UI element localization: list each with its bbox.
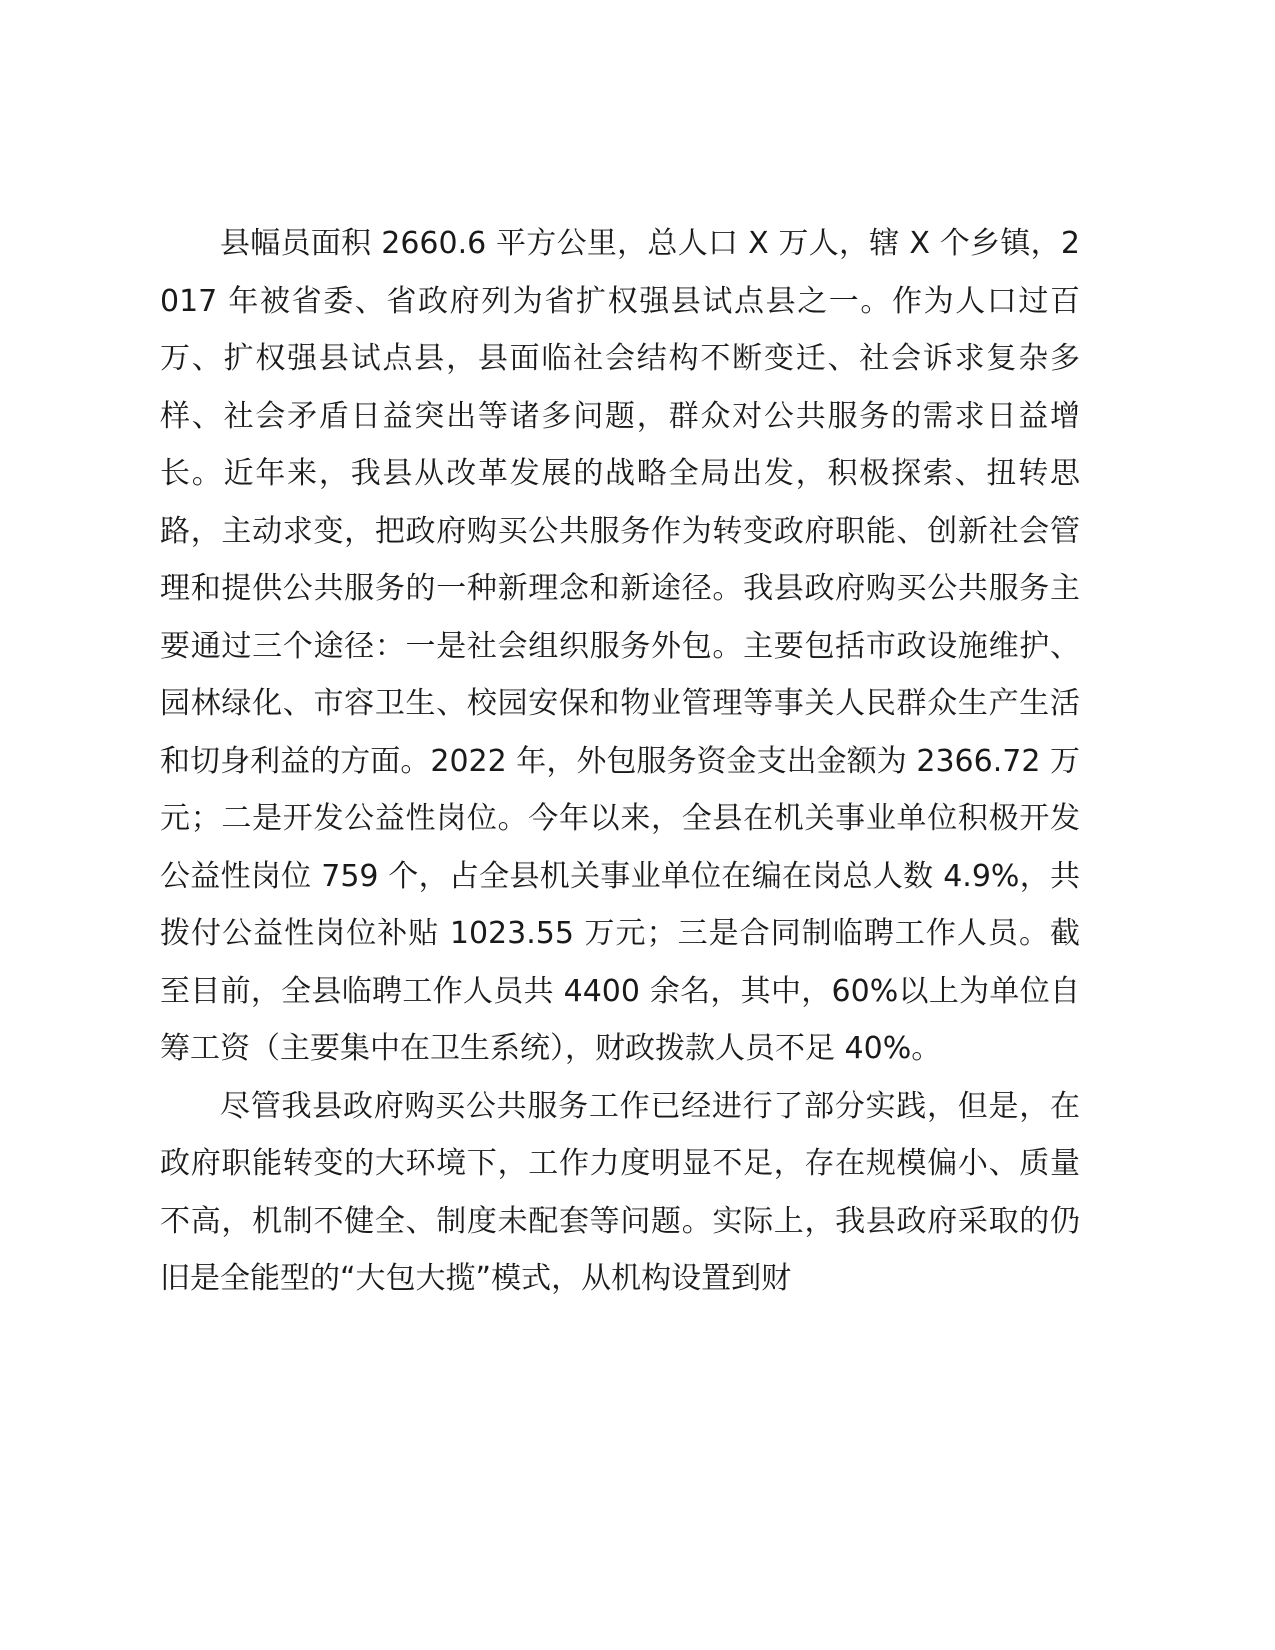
paragraph-problems: 尽管我县政府购买公共服务工作已经进行了部分实践，但是，在政府职能转变的大环境下，工作力度明显不足，存在规模偏小、质量不高，机制不健全、制度未配套等问题。实际上，我县政府采取的仍旧是全能型的“大包大揽”模式，从机构设置到财 [160,1088,1080,1296]
document-body [160,215,1080,1308]
paragraph-overview: 县幅员面积 2660.6 平方公里，总人口 X 万人，辖 X 个乡镇，2017 年被省委、省政府列为省扩权强县试点县之一。作为人口过百万、扩权强县试点县，县面临社会结构不断变迁、社会诉求复杂多样、社会矛盾日益突出等诸多问题，群众对公共服务的需求日益增长。近年来，我县从改革发展的战略全局出发，积极探索、扭转思路，主动求变，把政府购买公共服务作为转变政府职能、创新社会管理和提供公共服务的一种新理念和新途径。我县政府购买公共服务主要通过三个途径：一是社会组织服务外包。主要包括市政设施维护、园林绿化、市容卫生、校园安保和物业管理等事关人民群众生产生活和切身利益的方面。2022 年，外包服务资金支出金额为 2366.72 万元；二是开发公益性岗位。今年以来，全县在机关事业单位积极开发公益性岗位 759 个，占全县机关事业单位在编在岗总人数 4.9%，共拨付公益性岗位补贴 1023.55 万元；三是合同制临聘工作人员。截至目前，全县临聘工作人员共 4400 余名，其中，60%以上为单位自筹工资（主要集中在卫生系统），财政拨款人员不足 40%。 [160,226,1080,1066]
